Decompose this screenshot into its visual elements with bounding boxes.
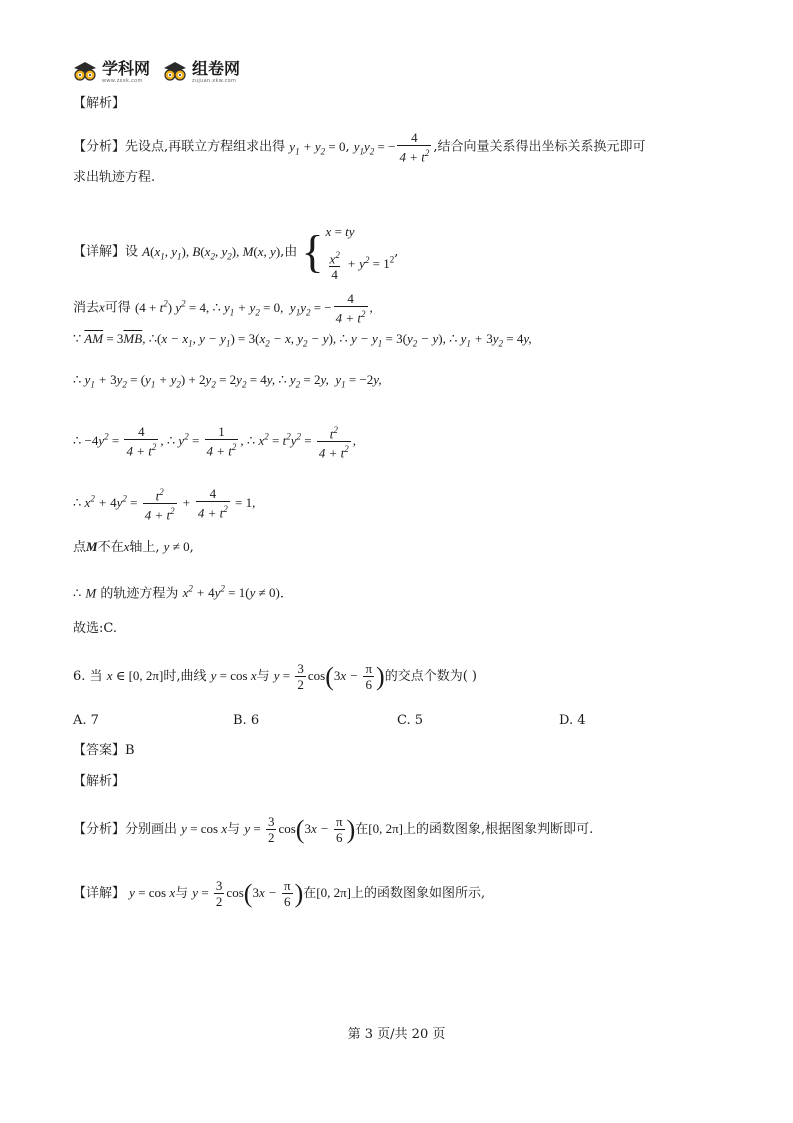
- q5-xiangjie-she: 设: [125, 244, 139, 260]
- math-locus: $x^2 + 4y^2 = 1(y \ne 0)$: [182, 584, 280, 601]
- q6-xiangjie-tag: 【详解】: [73, 885, 126, 901]
- page-footer: 第 3 页/共 20 页: [347, 1027, 446, 1042]
- zxxk-url: www.zxxk.com: [102, 78, 143, 84]
- q6-answer: B: [125, 743, 135, 758]
- q5-fenxi-line: 【分析】先设点,再联立方程组求出得 $y_1 + y_2 = 0$, $y_1y_2$ = − $\frac{4}{4 + t^2}$ ,结合向量关系得出坐标关系换元即可: [73, 130, 646, 165]
- math-sumsq: ∴ $x^2 + 4y^2$ = $\frac{t^2}{4 + t^2}$ + $\frac{4}{4 + t^2}$ = 1,: [73, 486, 256, 523]
- q5-fenxi-text1: 先设点,再联立方程组求出得: [125, 139, 286, 155]
- math-sum: $y_1 + y_2 = 0$: [289, 138, 346, 157]
- zxxk-logo: [72, 60, 150, 84]
- math-y2: ∴ $-4y^2$ = $\frac{4}{4 + t^2}$ , ∴ $y^2$ = $\frac{1}{4 + t^2}$ , ∴ $x^2 = t^2y^2$ = $\frac{t^2}{4 + t^2}$ ,: [73, 424, 356, 461]
- q6-answer-tag: 【答案】: [73, 743, 126, 758]
- q6-dang: 当: [89, 668, 103, 684]
- math-interval: x ∈ [0, 2π]: [106, 667, 164, 683]
- math-curve: y = $\frac{3}{2}$ cos(3x − $\frac{\pi}{6}$ ): [273, 661, 385, 692]
- q6-fenxi-end: 上的函数图象,根据图象判断即可.: [403, 821, 594, 837]
- math-points: $A(x_1$, $y_1$), $B(x_2$, $y_2$), M(x, y): [142, 243, 281, 262]
- q6-option-b: B. 6: [233, 713, 260, 728]
- q6-shi: 时,曲线: [163, 668, 207, 684]
- q5-xiaoqu-line: 消去x可得 $(4 + t^2)$ $y^2 = 4$, ∴ $y_1 + y_2 = 0$, $y_1y_2$ = − $\frac{4}{4 + t^2}$ ,: [73, 291, 373, 326]
- q5-sum-line: [73, 370, 382, 395]
- q5-xiaoqu-text: 消去: [73, 300, 100, 316]
- zujuan-url: zujuan.xkw.com: [192, 78, 237, 84]
- math-eq1: $(4 + t^2)$ $y^2 = 4$, ∴ $y_1 + y_2 = 0$, $y_1y_2$ = − $\frac{4}{4 + t^2}$ ,: [134, 291, 373, 326]
- q5-dian-line: 点M不在x轴上, y ≠ 0,: [73, 539, 194, 555]
- q6-fenxi-tag: 【分析】: [73, 821, 126, 837]
- math-vector: ∵ $\overline{AM} = 3\overline{MB}$, ∴(x − $x_1$, $y - y_1) = 3(x_2 - x$, $y_2 - y$), ∴ $y - y_1 = 3(y_2 - y)$, ∴ $y_1 + 3y_2 = 4y$,: [73, 331, 532, 349]
- q5-y2-line: [73, 423, 356, 461]
- q5-vector-line: [73, 329, 532, 354]
- q5-jiexi-tag: 【解析】: [73, 96, 126, 111]
- q6-option-c: C. 5: [397, 713, 424, 728]
- q6-option-a: A. 7: [73, 713, 99, 728]
- q5-xiangjie-tag: 【详解】: [73, 244, 126, 260]
- q6-jiexi-tag: 【解析】: [73, 774, 126, 789]
- q5-fenxi-text2: ,结合向量关系得出坐标关系换元即可: [433, 139, 646, 155]
- site-logo: [72, 60, 240, 88]
- q6-end: 的交点个数为( ): [384, 668, 477, 684]
- q5-fenxi-tag: 【分析】: [73, 139, 126, 155]
- q5-xiaoqu-text2: 可得: [104, 300, 131, 316]
- q5-xiangjie-you: ,由: [280, 244, 298, 260]
- q6-num: 6.: [73, 668, 86, 684]
- q5-sumsq-line: [73, 485, 255, 523]
- q6-fenxi-yu: 与: [227, 821, 241, 837]
- q6-stem: [73, 662, 477, 692]
- q5-dian-text: 点: [73, 540, 87, 555]
- q6-yu: 与: [256, 668, 270, 684]
- q6-answer-line: [73, 741, 135, 761]
- zujuan-logo: [162, 60, 240, 84]
- q6-fenxi-zai: 在: [355, 821, 369, 837]
- q6-fenxi-line: 【分析】分别画出 y = cos x与 y = $\frac{3}{2}$ cos(3x − $\frac{\pi}{6}$ )在[0, 2π]上的函数图象,根据图象判断即可.: [73, 814, 594, 845]
- q6-xiangjie-zai: 在: [303, 885, 317, 901]
- math-cos: y = cos x: [210, 667, 257, 683]
- q5-guiji-text: 的轨迹方程为: [100, 586, 179, 602]
- math-yneq0: y ≠ 0: [163, 539, 190, 554]
- math-system: { x = ty $\frac{x^2}{4}$ + $y^2 = 1^2$: [301, 224, 395, 283]
- q6-xiangjie-line: 【详解】 y = cos x与 y = $\frac{3}{2}$ cos(3x − $\frac{\pi}{6}$ )在[0, 2π]上的函数图象如图所示,: [73, 878, 486, 909]
- q6-xiangjie-end: 上的函数图象如图所示,: [350, 885, 486, 901]
- q5-buzai-text: 不在: [97, 540, 124, 555]
- q6-xiangjie-yu: 与: [175, 885, 189, 901]
- q6-option-d: D. 4: [559, 713, 586, 728]
- owl-icon: [162, 60, 188, 82]
- q5-guxuan: 故选:C.: [73, 621, 117, 636]
- zxxk-brand: 学科网: [102, 59, 151, 78]
- q5-guiji-line: ∴ M 的轨迹方程为 $x^2 + 4y^2 = 1(y \ne 0)$.: [73, 584, 284, 602]
- q5-fenxi-text3: 求出轨迹方程.: [73, 170, 156, 185]
- math-product: $y_1y_2$ = − $\frac{4}{4 + t^2}$: [353, 130, 430, 165]
- q5-xiangjie-line: 【详解】设 $A(x_1$, $y_1$), $B(x_2$, $y_2$), M(x, y),由 { x = ty $\frac{x^2}{4}$ + $y^2 = 1^2$ ,: [73, 224, 399, 283]
- q5-zhou-text: 轴上,: [129, 540, 160, 555]
- q6-fenxi-a: 分别画出: [125, 821, 178, 837]
- math-sum2: ∴ $y_1 + 3y_2 = (y_1 + y_2) + 2y_2 = 2y_2 = 4y$, ∴ $y_2 = 2y$, $y_1 = -2y$,: [73, 372, 382, 390]
- owl-icon: [72, 60, 98, 82]
- zujuan-brand: 组卷网: [192, 59, 241, 78]
